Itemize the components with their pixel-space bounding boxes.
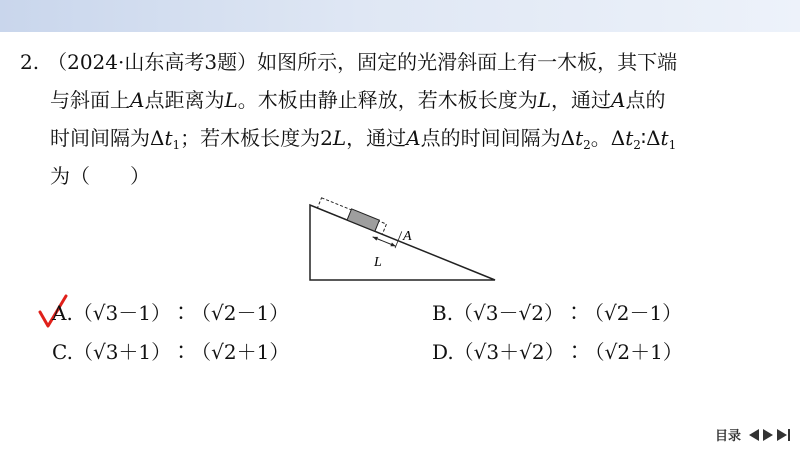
question-number: 2. [20,50,40,74]
label-a: A [403,229,412,244]
question-line-4: 为（ ） [50,164,150,188]
board-block [347,209,379,231]
question-line-2: 与斜面上A点距离为L。木板由静止释放，若木板长度为L，通过A点的 [50,88,666,112]
toc-button[interactable]: 目录 [714,429,741,444]
option-a[interactable]: A.（√3－1）∶（√2－1） [52,301,290,325]
option-b[interactable]: B.（√3－√2）∶（√2－1） [432,301,683,325]
question-text-1: 如图所示，固定的光滑斜面上有一木板，其下端 [257,50,678,74]
question-line-3: 时间间隔为$\Delta t_1$；若木板长度为2L，通过A点的时间间隔为$\Delta t_2$。$\Delta t_2∶\Delta t_1$ [50,126,677,152]
slide-navigation [715,425,790,444]
option-d[interactable]: D.（√3＋√2）∶（√2＋1） [432,340,683,364]
prev-icon[interactable] [749,429,759,441]
next-icon[interactable] [763,429,773,441]
question-source: （2024·山东高考3题） [47,50,258,74]
title-bar [0,0,800,32]
last-icon[interactable] [777,429,790,441]
option-c[interactable]: C.（√3＋1）∶（√2＋1） [52,340,290,364]
label-l: L [374,255,382,270]
question-line-1 [20,44,677,80]
incline-diagram [300,195,500,285]
arrow-head-left [372,235,378,241]
